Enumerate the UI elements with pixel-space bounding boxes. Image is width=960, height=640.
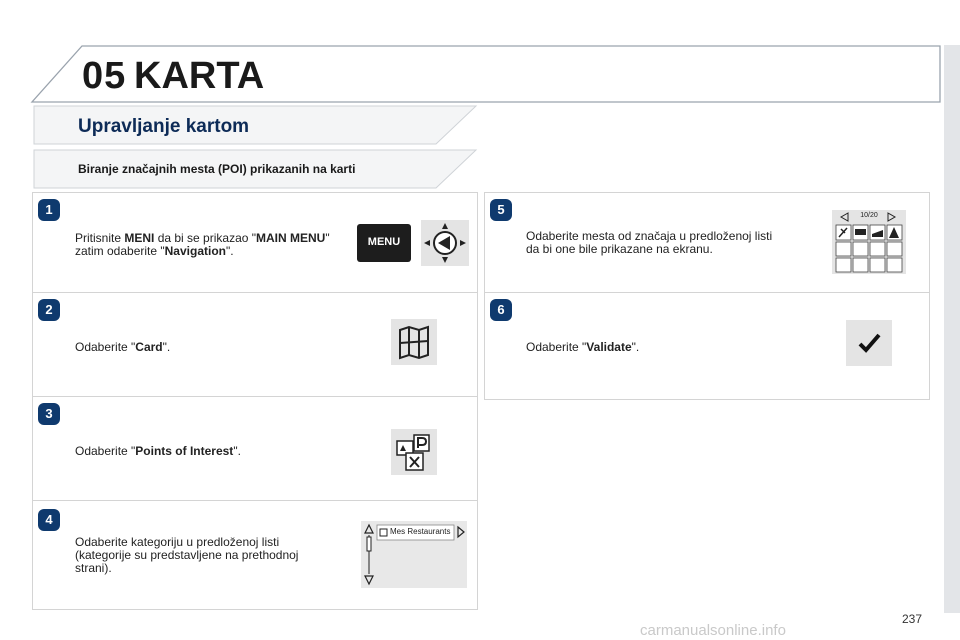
- page-side-rail: [944, 45, 960, 613]
- step-4-number: 4: [45, 512, 53, 527]
- poi-grid-counter: 10/20: [860, 212, 878, 219]
- step-6-text: Odaberite "Validate".: [526, 340, 640, 354]
- category-label: Mes Restaurants: [390, 527, 451, 536]
- poi-grid-frame: [832, 210, 906, 274]
- step-1-text: Pritisnite MENI da bi se prikazao "MAIN MENU" zatim odaberite "Navigation".: [75, 231, 330, 258]
- step-2-number: 2: [45, 302, 53, 317]
- chapter-title: KARTA: [134, 55, 265, 97]
- step-5-text: Odaberite mesta od značaja u predloženoj listi da bi one bile prikazane na ekranu.: [526, 229, 773, 256]
- step-2-text: Odaberite "Card".: [75, 340, 171, 354]
- steering-control-icon: [421, 220, 469, 266]
- step-5-number: 5: [497, 202, 505, 217]
- step-1-number: 1: [45, 202, 53, 217]
- category-list-screen[interactable]: [361, 521, 467, 588]
- step-4-text: Odaberite kategoriju u predloženoj listi (kategorije su predstavljene na prethodnoj strani).: [75, 535, 299, 575]
- menu-button-label: MENU: [367, 236, 401, 248]
- card-button[interactable]: [391, 319, 437, 365]
- subsection-title: Biranje značajnih mesta (POI) prikazanih na karti: [78, 162, 356, 176]
- validate-button[interactable]: [846, 320, 892, 366]
- menu-button[interactable]: [357, 224, 411, 262]
- section-title: Upravljanje kartom: [78, 116, 250, 137]
- check-icon: [846, 320, 892, 366]
- step-3-number: 3: [45, 406, 53, 421]
- navigation-control-tile[interactable]: [421, 220, 469, 266]
- points-of-interest-button[interactable]: [391, 429, 437, 475]
- chapter-number: 05: [82, 55, 127, 97]
- page-number: 237: [902, 612, 923, 626]
- watermark: carmanualsonline.info: [640, 622, 786, 639]
- poi-selection-grid[interactable]: [832, 210, 906, 274]
- step-3-text: Odaberite "Points of Interest".: [75, 444, 241, 458]
- map-icon: [391, 319, 437, 365]
- step-6-number: 6: [497, 302, 505, 317]
- poi-icon: [391, 429, 437, 475]
